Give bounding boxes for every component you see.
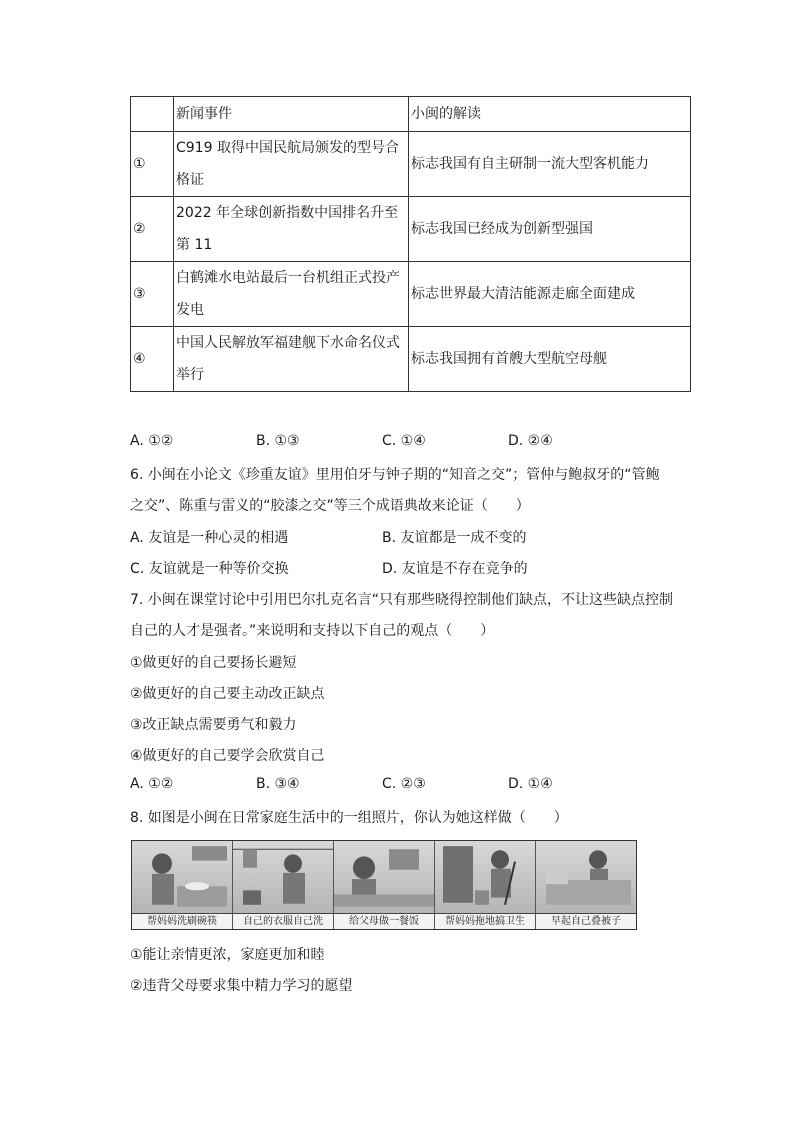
row-event: 白鹤滩水电站最后一台机组正式投产发电 [174, 262, 409, 327]
news-table [130, 96, 691, 392]
row-event: 2022 年全球创新指数中国排名升至第 11 [174, 197, 409, 262]
q7-option-d[interactable]: D. ①④ [508, 776, 553, 792]
q8-item-1: ①能让亲情更浓，家庭更加和睦 [130, 947, 325, 963]
header-cell-event: 新闻事件 [174, 97, 409, 132]
q6-option-c[interactable]: C. 友谊就是一种等价交换 [130, 561, 289, 577]
q5-option-b[interactable]: B. ①③ [256, 433, 300, 449]
photo-caption: 帮妈妈洗刷碗筷 [132, 913, 232, 929]
row-reading: 标志我国已经成为创新型强国 [409, 197, 691, 262]
table-row [131, 197, 691, 262]
q6-stem-line2: 之交”、陈重与雷义的“胶漆之交”等三个成语典故来论证（ ） [130, 498, 530, 514]
row-event: C919 取得中国民航局颁发的型号合格证 [174, 132, 409, 197]
q7-option-b[interactable]: B. ③④ [256, 776, 300, 792]
q8-item-2: ②违背父母要求集中精力学习的愿望 [130, 978, 353, 994]
q6-option-a[interactable]: A. 友谊是一种心灵的相遇 [130, 530, 289, 546]
q6-stem-line1: 6. 小闽在小论文《珍重友谊》里用伯牙与钟子期的“知音之交”；管仲与鲍叔牙的“管鲍 [130, 467, 660, 483]
q5-option-c[interactable]: C. ①④ [382, 433, 426, 449]
row-reading: 标志我国拥有首艘大型航空母舰 [409, 327, 691, 392]
photo-caption: 自己的衣服自己洗 [233, 913, 333, 929]
table-row [131, 327, 691, 392]
q7-stem-line2: 自己的人才是强者。”来说明和支持以下自己的观点（ ） [130, 623, 495, 639]
photo-panel-cooking [334, 841, 435, 929]
photo-washing-dishes [132, 841, 232, 913]
photo-washing-clothes [233, 841, 333, 913]
photo-making-bed [536, 841, 636, 913]
q7-option-a[interactable]: A. ①② [130, 776, 174, 792]
row-reading: 标志我国有自主研制一流大型客机能力 [409, 132, 691, 197]
q7-item-4: ④做更好的自己要学会欣赏自己 [130, 748, 325, 764]
photo-caption: 给父母做一餐饭 [334, 913, 434, 929]
row-num: ① [131, 132, 174, 197]
photo-panel-washing-dishes [132, 841, 233, 929]
row-num: ③ [131, 262, 174, 327]
photo-mopping [435, 841, 535, 913]
q7-item-2: ②做更好的自己要主动改正缺点 [130, 686, 325, 702]
q6-option-b[interactable]: B. 友谊都是一成不变的 [382, 530, 527, 546]
photo-caption: 早起自己叠被子 [536, 913, 636, 929]
q7-stem-line1: 7. 小闽在课堂讨论中引用巴尔扎克名言“只有那些晓得控制他们缺点，不让这些缺点控制 [130, 592, 674, 608]
q8-stem: 8. 如图是小闽在日常家庭生活中的一组照片，你认为她这样做（ ） [130, 810, 568, 826]
q7-item-1: ①做更好的自己要扬长避短 [130, 655, 297, 671]
table-header-row [131, 97, 691, 132]
q6-option-d[interactable]: D. 友谊是不存在竞争的 [382, 561, 528, 577]
table-row [131, 132, 691, 197]
q7-option-c[interactable]: C. ②③ [382, 776, 426, 792]
q5-option-a[interactable]: A. ①② [130, 433, 174, 449]
row-num: ④ [131, 327, 174, 392]
q7-item-3: ③改正缺点需要勇气和毅力 [130, 717, 297, 733]
header-cell-reading: 小闽的解读 [409, 97, 691, 132]
row-event: 中国人民解放军福建舰下水命名仪式举行 [174, 327, 409, 392]
photo-panel-making-bed [536, 841, 636, 929]
photo-cooking [334, 841, 434, 913]
photo-panel-washing-clothes [233, 841, 334, 929]
table-row [131, 262, 691, 327]
photo-caption: 帮妈妈拖地搞卫生 [435, 913, 535, 929]
row-reading: 标志世界最大清洁能源走廊全面建成 [409, 262, 691, 327]
q5-option-d[interactable]: D. ②④ [508, 433, 553, 449]
header-cell-num [131, 97, 174, 132]
row-num: ② [131, 197, 174, 262]
photo-panel-mopping [435, 841, 536, 929]
photo-strip [131, 840, 637, 930]
